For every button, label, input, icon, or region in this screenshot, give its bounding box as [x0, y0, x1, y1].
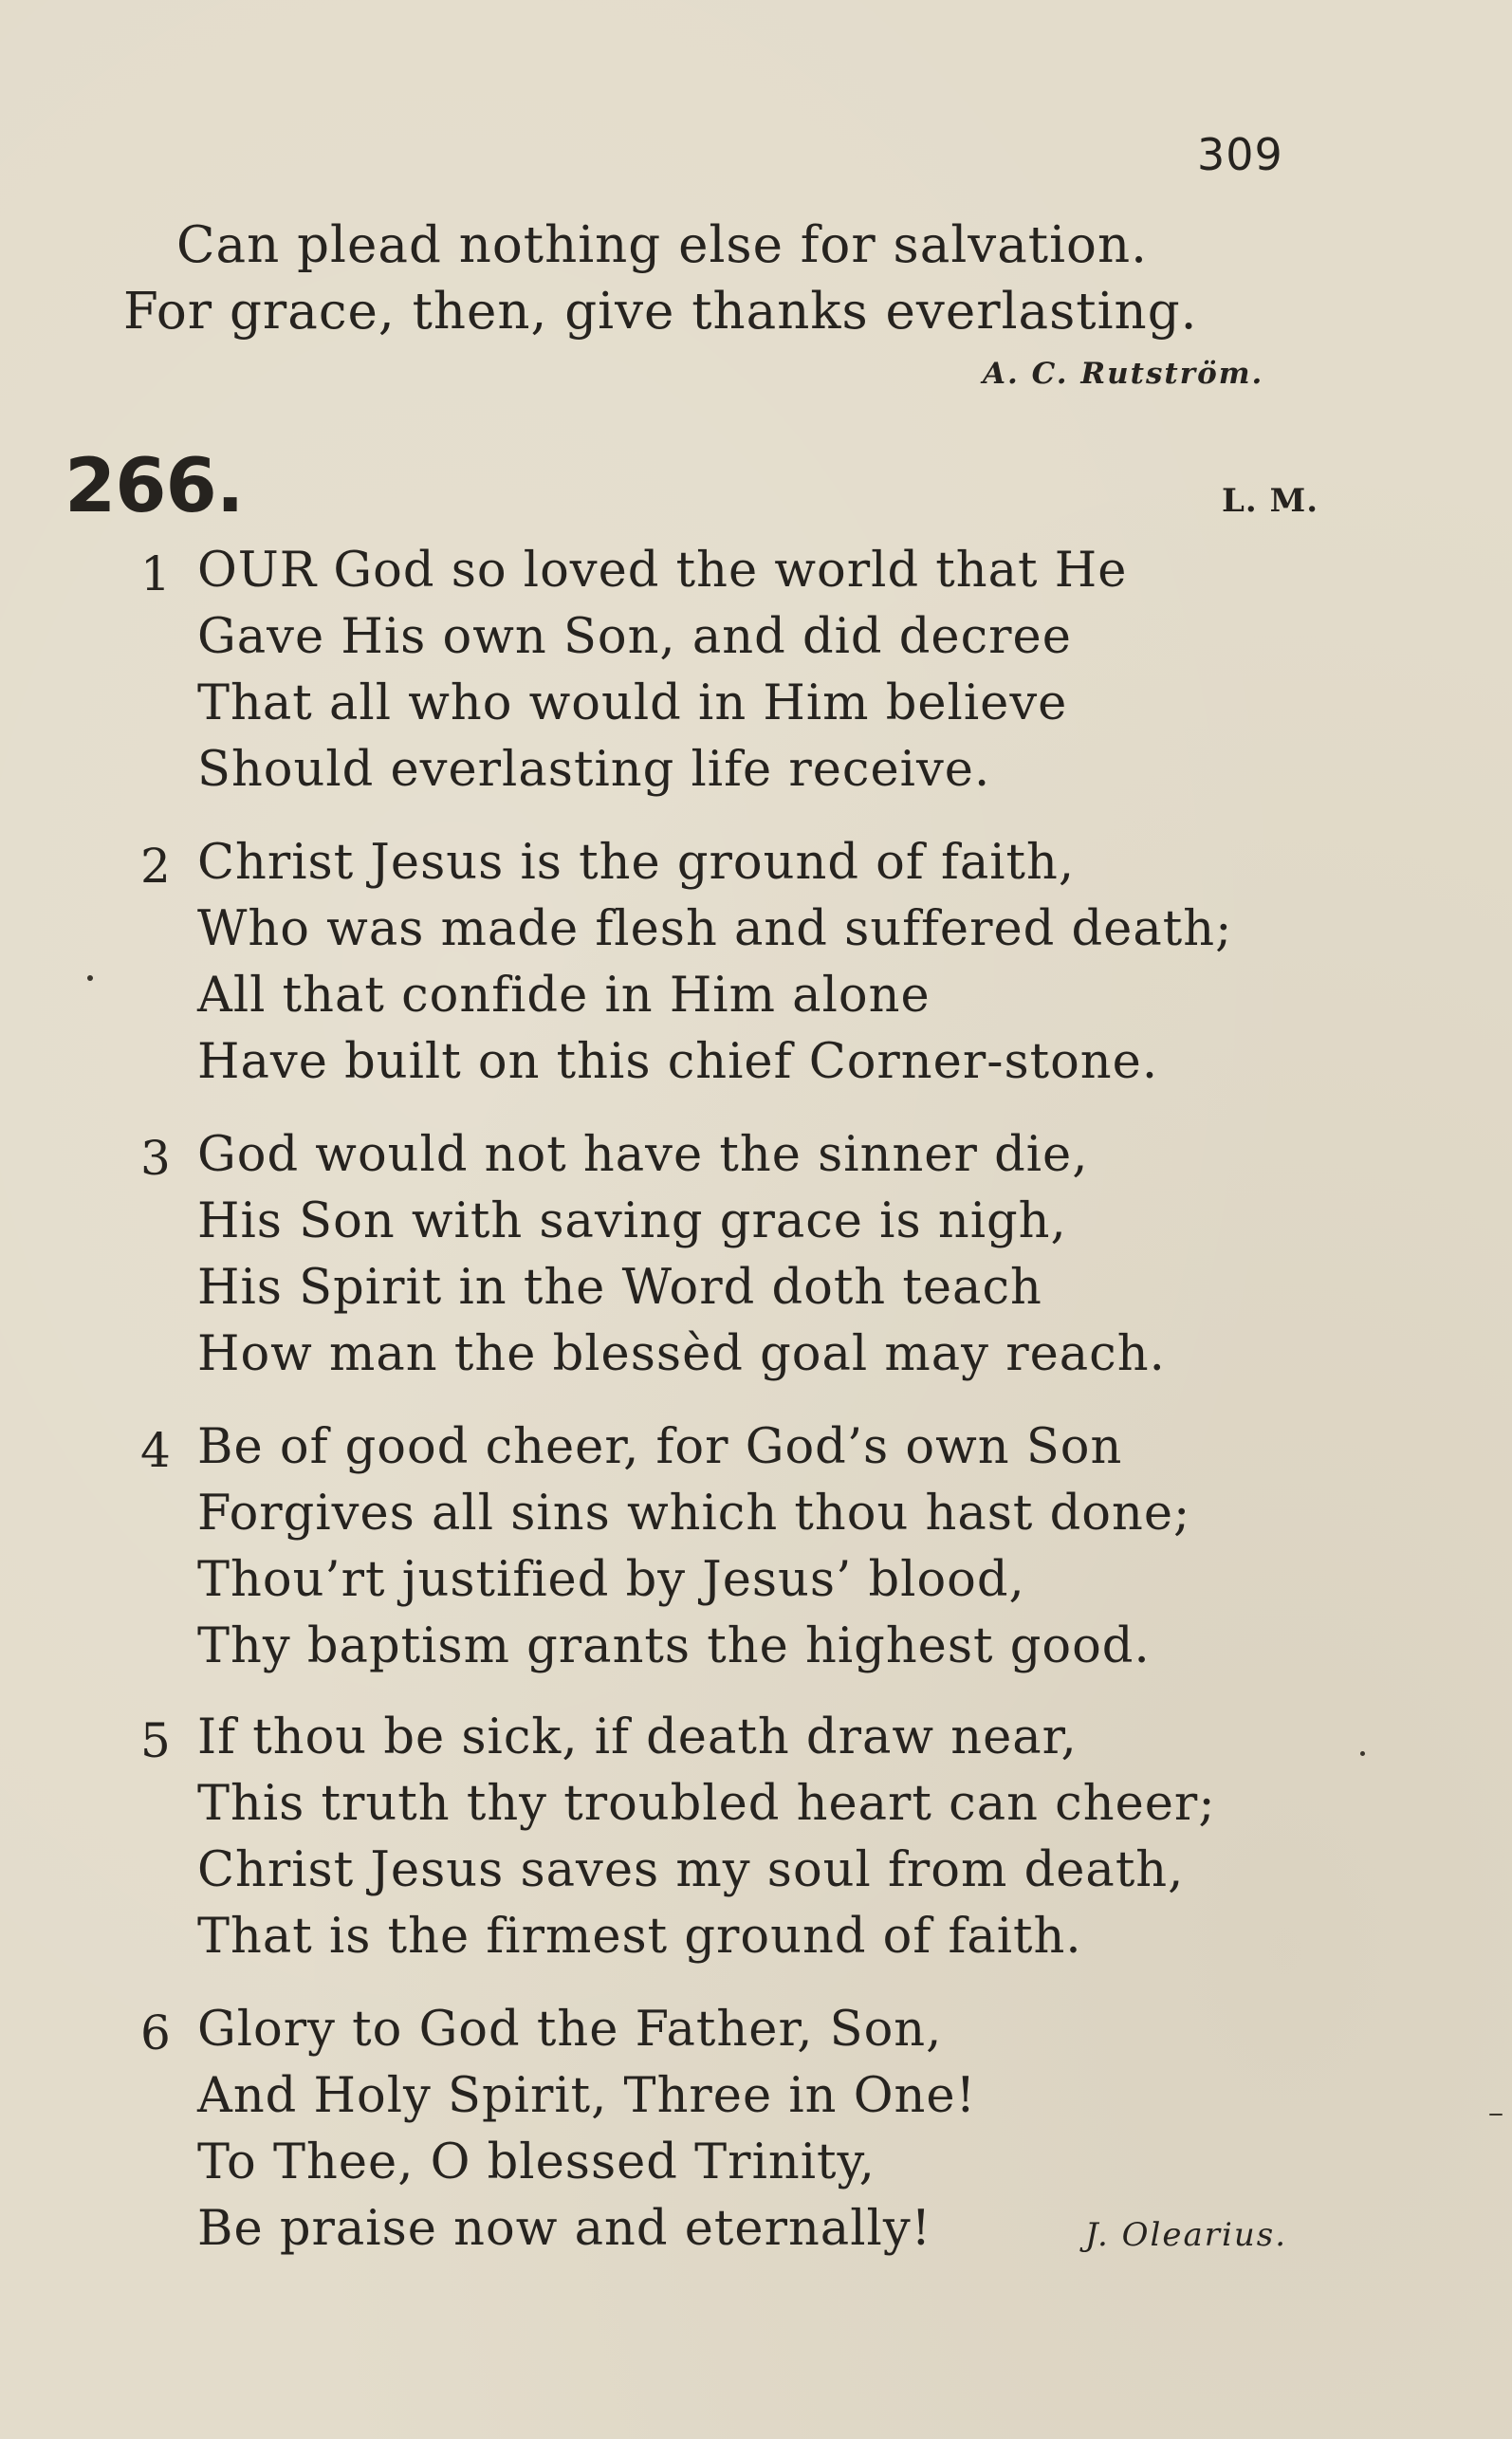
previous-hymn-attribution: A. C. Rutström. — [983, 357, 1264, 391]
verse-line: How man the blessèd goal may reach. — [197, 1326, 1166, 1382]
verse-line: To Thee, O blessed Trinity, — [197, 2134, 876, 2190]
verse-line: And Holy Spirit, Three in One! — [197, 2068, 977, 2124]
verse-line: His Spirit in the Word doth teach — [197, 1260, 1042, 1316]
verse-line: God would not have the sinner die, — [197, 1127, 1089, 1183]
verse-line: Thy baptism grants the highest good. — [197, 1618, 1151, 1674]
verse-line: All that confide in Him alone — [197, 968, 931, 1024]
verse-line: That is the firmest ground of faith. — [197, 1909, 1082, 1965]
verse-line: OUR God so loved the world that He — [197, 543, 1128, 599]
verse-line: That all who would in Him believe — [197, 675, 1068, 731]
hymn-number: 266. — [65, 444, 244, 529]
verse-line: Glory to God the Father, Son, — [197, 2002, 943, 2058]
previous-hymn-line: For grace, then, give thanks everlasting. — [123, 283, 1198, 341]
verse-line: Be praise now and eternally! — [197, 2201, 932, 2257]
verse-line: Should everlasting life receive. — [197, 742, 991, 798]
verse-number: 4 — [140, 1423, 171, 1478]
print-speck — [1360, 1751, 1365, 1756]
previous-hymn-line: Can plead nothing else for salvation. — [176, 216, 1148, 274]
verse-number: 1 — [140, 546, 171, 601]
print-speck — [87, 975, 93, 981]
verse-line: This truth thy troubled heart can cheer; — [197, 1776, 1216, 1832]
verse-line: Forgives all sins which thou hast done; — [197, 1486, 1191, 1542]
verse-line: Be of good cheer, for God’s own Son — [197, 1419, 1123, 1475]
hymn-attribution: J. Olearius. — [1085, 2216, 1288, 2254]
verse-number: 5 — [140, 1713, 171, 1768]
verse-line: Gave His own Son, and did decree — [197, 609, 1072, 665]
verse-line: Have built on this chief Corner-stone. — [197, 1034, 1159, 1090]
verse-line: His Son with saving grace is nigh, — [197, 1193, 1067, 1249]
verse-line: Who was made flesh and suffered death; — [197, 901, 1233, 957]
verse-line: Christ Jesus saves my soul from death, — [197, 1842, 1185, 1898]
verse-number: 6 — [140, 2005, 171, 2060]
print-speck — [1489, 2114, 1503, 2116]
page-number: 309 — [1197, 129, 1283, 180]
verse-number: 2 — [140, 839, 171, 894]
verse-line: Thou’rt justified by Jesus’ blood, — [197, 1552, 1025, 1608]
verse-number: 3 — [140, 1131, 171, 1186]
hymn-meter: L. M. — [1222, 482, 1319, 520]
verse-line: Christ Jesus is the ground of faith, — [197, 835, 1076, 891]
verse-line: If thou be sick, if death draw near, — [197, 1709, 1078, 1765]
